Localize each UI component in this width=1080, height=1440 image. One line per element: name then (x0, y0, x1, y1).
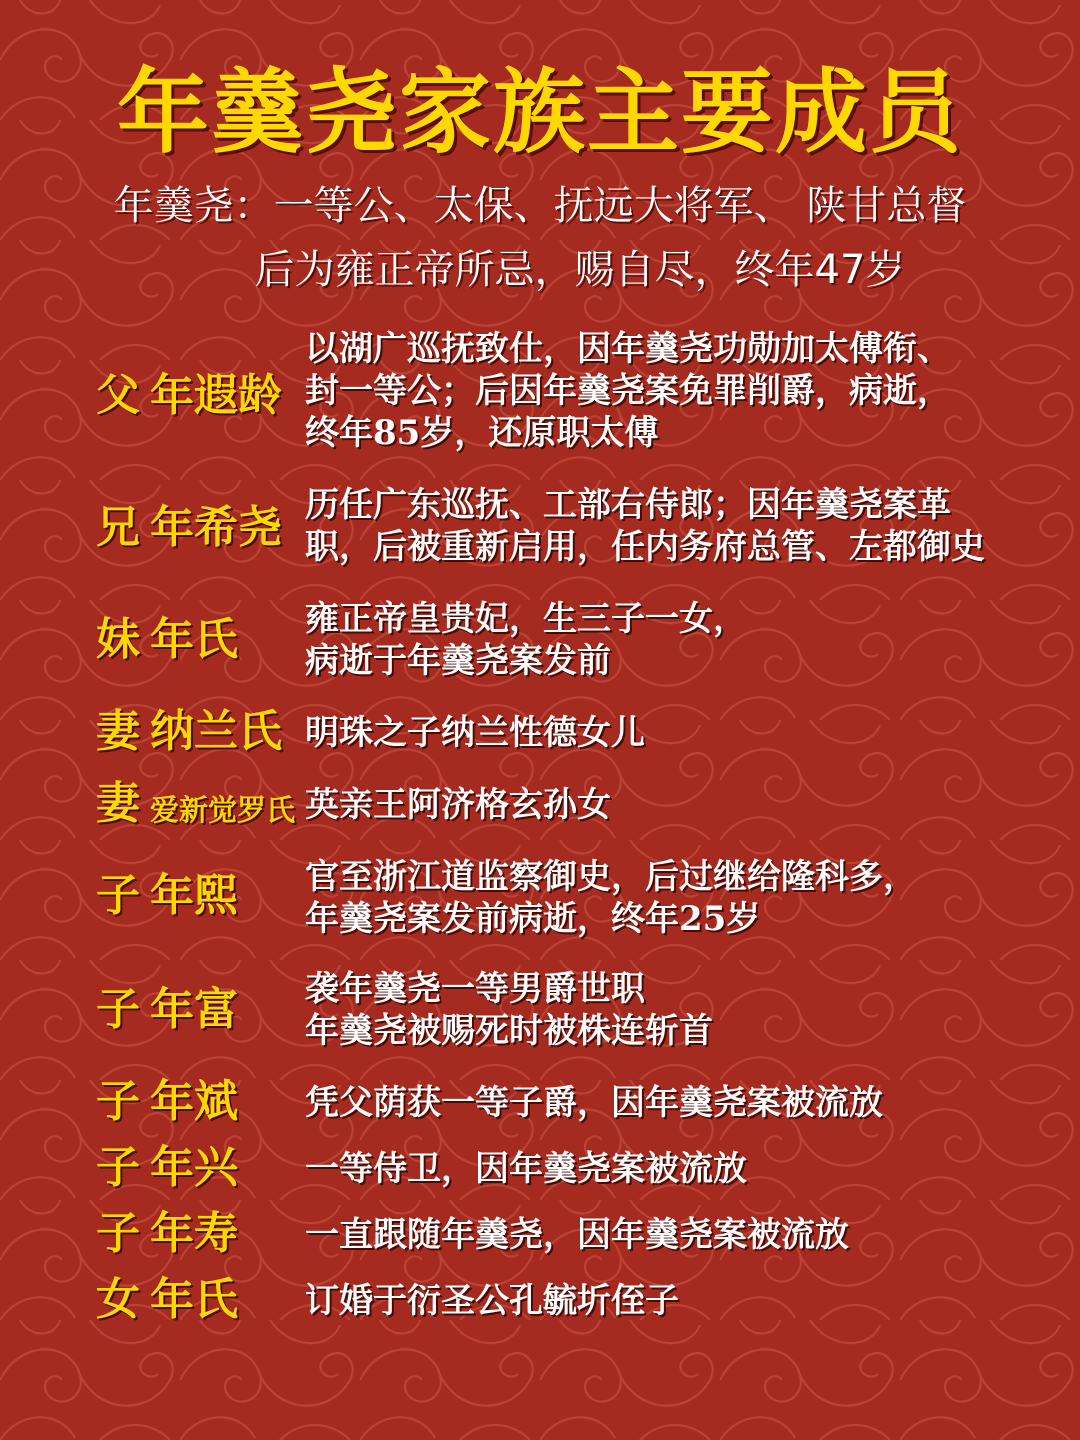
member-description (305, 1082, 1025, 1124)
member-name: 年熙 (150, 870, 238, 921)
member-name: 爱新觉罗氏 (150, 793, 296, 827)
description-line: 明珠之子纳兰性德女儿 (305, 713, 645, 753)
description-line: 封一等公；后因年羹尧案免罪削爵，病逝， (305, 371, 951, 411)
description-line: 历任广东巡抚、工部右侍郎；因年羹尧案革 (305, 485, 951, 525)
description-line: 一等侍卫，因年羹尧案被流放 (305, 1149, 747, 1189)
description-line: 以湖广巡抚致仕，因年羹尧功勋加太傅衔、 (305, 329, 951, 369)
member-relation: 子 (96, 1208, 140, 1259)
member-name: 年希尧 (150, 502, 282, 553)
description-line: 雍正帝皇贵妃，生三子一女， (305, 599, 747, 639)
member-relation: 妻 (96, 706, 140, 757)
description-line: 凭父荫获一等子爵，因年羹尧案被流放 (305, 1083, 883, 1123)
member-relation: 女 (96, 1274, 140, 1325)
member-description (305, 484, 1025, 568)
description-line: 年羹尧被赐死时被株连斩首 (305, 1011, 713, 1051)
member-relation: 兄 (96, 502, 140, 553)
description-line: 终年85岁，还原职太傅 (305, 413, 659, 453)
member-name: 纳兰氏 (150, 706, 282, 757)
member-description (305, 1280, 1025, 1322)
description-line: 一直跟随年羹尧，因年羹尧案被流放 (305, 1215, 849, 1255)
page-title: 年羹尧家族主要成员 (116, 59, 963, 166)
description-line: 订婚于衍圣公孔毓圻侄子 (305, 1281, 679, 1321)
member-relation: 子 (96, 984, 140, 1035)
description-line: 英亲王阿济格玄孙女 (305, 785, 611, 825)
description-line: 袭年羹尧一等男爵世职 (305, 969, 645, 1009)
member-name: 年兴 (150, 1142, 238, 1193)
member-name: 年遐龄 (150, 370, 282, 421)
member-description (305, 784, 1025, 826)
member-description (305, 1214, 1025, 1256)
member-relation: 父 (96, 370, 140, 421)
member-description (305, 598, 1025, 682)
member-name: 年氏 (150, 614, 238, 665)
member-description (305, 968, 1025, 1052)
member-description (305, 1148, 1025, 1190)
subtitle-death: 后为雍正帝所忌，赐自尽，终年47岁 (254, 247, 906, 293)
description-line: 病逝于年羹尧案发前 (305, 641, 611, 681)
description-line: 官至浙江道监察御史，后过继给隆科多， (305, 857, 917, 897)
subtitle-titles: 年羹尧：一等公、太保、抚远大将军、 陕甘总督 (113, 183, 967, 229)
member-relation: 妹 (96, 614, 140, 665)
member-relation: 妻 (96, 778, 140, 829)
description-line: 年羹尧案发前病逝，终年25岁 (305, 899, 761, 939)
member-relation: 子 (96, 1076, 140, 1127)
member-name: 年寿 (150, 1208, 238, 1259)
member-description (305, 328, 1025, 454)
member-description (305, 712, 1025, 754)
description-line: 职，后被重新启用，任内务府总管、左都御史 (305, 527, 985, 567)
member-relation: 子 (96, 870, 140, 921)
member-name: 年氏 (150, 1274, 238, 1325)
member-description (305, 856, 1025, 940)
member-relation: 子 (96, 1142, 140, 1193)
member-name: 年斌 (150, 1076, 238, 1127)
member-name: 年富 (150, 984, 238, 1035)
